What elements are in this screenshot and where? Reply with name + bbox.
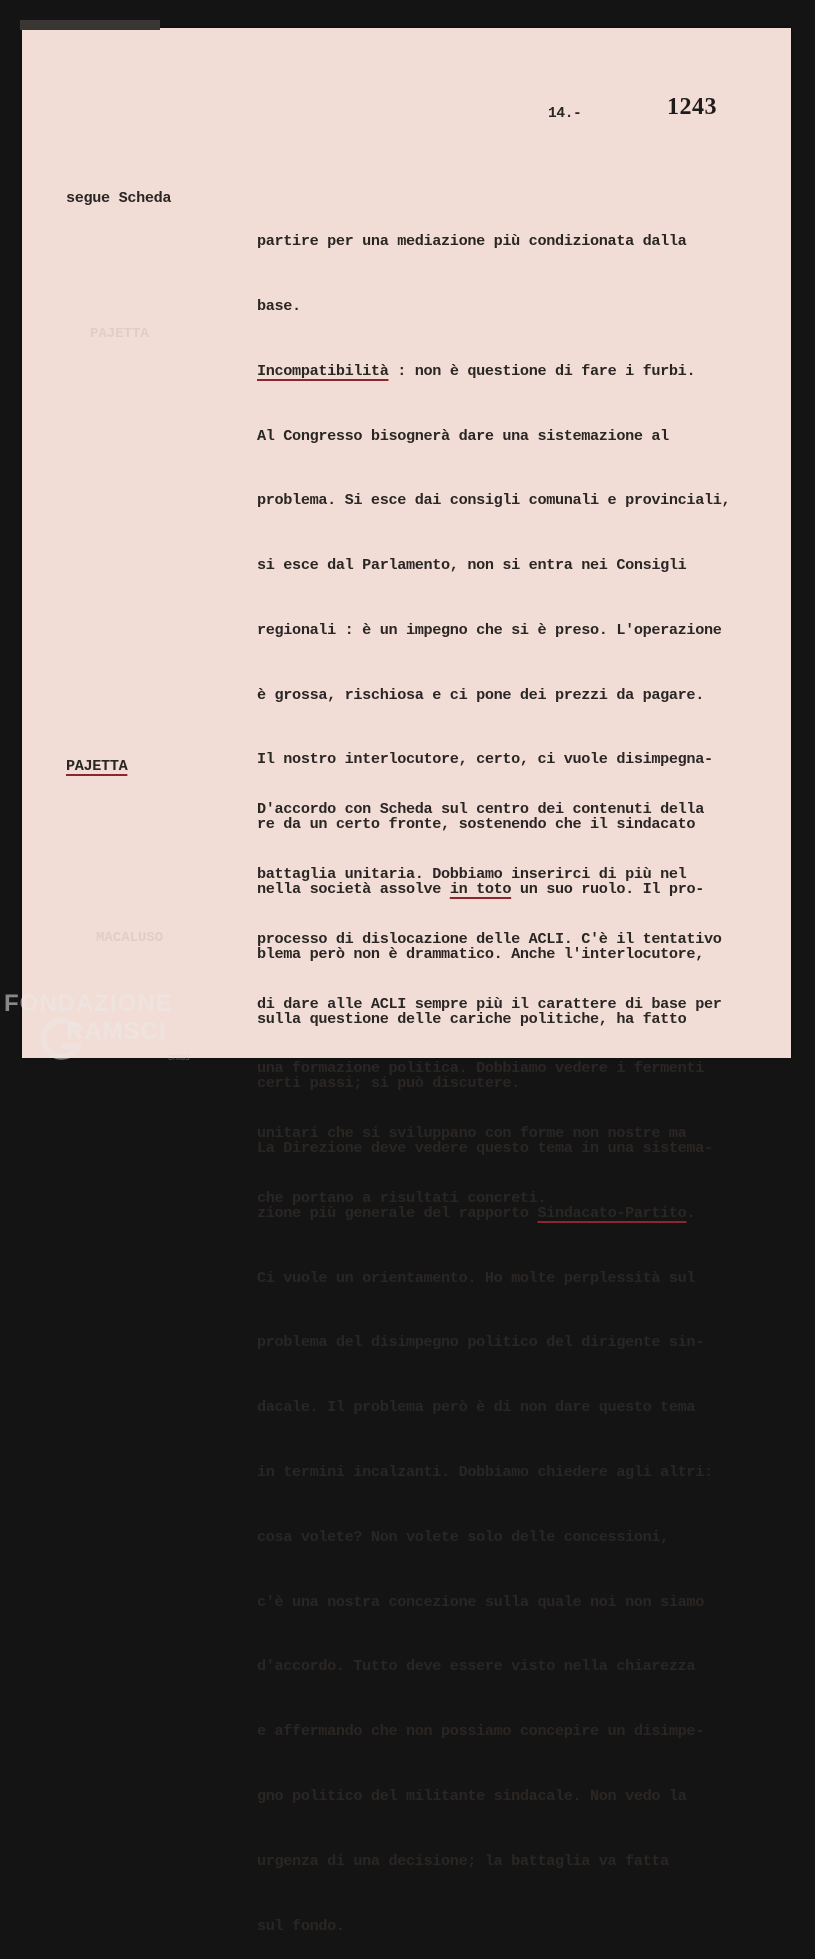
text-line: sulla questione delle cariche politiche, ha fatto [257, 1009, 687, 1028]
text-line: urgenza di una decisione; la battaglia va fatta [257, 1851, 669, 1870]
text-line: partire per una mediazione più condizionata dalla [257, 232, 687, 251]
bleed-through-text: PAJETTA [90, 326, 149, 342]
watermark-line2: RAMSCI [66, 1018, 167, 1045]
watermark-sub: onlus [168, 1052, 190, 1062]
stamp-number: 1243 [667, 94, 717, 120]
text-line: è grossa, rischiosa e ci pone dei prezzi da pagare. [257, 685, 704, 704]
text-line: che portano a risultati concreti. [257, 1188, 547, 1207]
text-line: Al Congresso bisognerà dare una sistemazione al [257, 426, 669, 445]
line-rest: . [686, 1203, 696, 1222]
text-line: e affermando che non possiamo concepire un disimpe- [257, 1722, 704, 1741]
text-line [257, 361, 730, 383]
text-line: battaglia unitaria. Dobbiamo inserirci di più nel [257, 864, 687, 883]
line-rest: : non è questione di fare i furbi. [388, 361, 696, 380]
text-line: La Direzione deve vedere questo tema in una sistema- [257, 1139, 713, 1158]
bleed-through-text: MACALUSO [96, 930, 164, 946]
text-line: re da un certo fronte, sostenendo che il sindacato [257, 815, 696, 834]
underlined-term: Sindacato-Partito [537, 1203, 687, 1222]
text-line: in termini incalzanti. Dobbiamo chiedere agli altri: [257, 1463, 713, 1482]
line-rest: un suo ruolo. Il pro- [511, 880, 704, 898]
text-line: problema del disimpegno politico del dirigente sin- [257, 1333, 704, 1352]
text-line: blema però non è drammatico. Anche l'interlocutore, [257, 944, 704, 963]
binding-strip [20, 20, 160, 30]
text-line: si esce dal Parlamento, non si entra nei Consigli [257, 556, 687, 575]
text-line: certi passi; si può discutere. [257, 1074, 520, 1093]
text-line: Ci vuole un orientamento. Ho molte perplessità sul [257, 1268, 696, 1287]
text-line: base. [257, 296, 301, 315]
page-number: 14.- [548, 106, 582, 122]
text-line: dacale. Il problema però è di non dare questo tema [257, 1398, 696, 1417]
watermark-line1: FONDAZIONE [4, 990, 173, 1017]
text-line: c'è una nostra concezione sulla quale noi non siamo [257, 1592, 704, 1611]
speaker-label-pajetta: PAJETTA [66, 757, 128, 775]
text-line: Il nostro interlocutore, certo, ci vuole disimpegna- [257, 750, 713, 769]
line-pre: zione più generale del rapporto [257, 1203, 538, 1222]
text-line: d'accordo. Tutto deve essere visto nella chiarezza [257, 1657, 696, 1676]
text-line: una formazione politica. Dobbiamo vedere i fermenti [257, 1059, 704, 1078]
text-line: problema. Si esce dai consigli comunali e provinciali, [257, 491, 731, 510]
text-line: processo di dislocazione delle ACLI. C'è il tentativo [257, 929, 722, 948]
text-line: D'accordo con Scheda sul centro dei contenuti della [257, 800, 704, 819]
underlined-term: Incompatibilità [257, 361, 389, 380]
speech-block-pajetta [257, 756, 722, 1231]
text-line: gno politico del militante sindacale. Non vedo la [257, 1786, 687, 1805]
line-pre: nella società assolve [257, 880, 450, 898]
text-line: sul fondo. [257, 1916, 345, 1935]
text-line: di dare alle ACLI sempre più il carattere di base per [257, 994, 722, 1013]
underlined-term: in toto [449, 880, 512, 898]
text-line: cosa volete? Non volete solo delle concessioni, [257, 1527, 669, 1546]
text-line: regionali : è un impegno che si è preso. L'operazione [257, 620, 722, 639]
archive-watermark [4, 990, 173, 1046]
speaker-label-scheda: segue Scheda [66, 189, 172, 207]
text-line: unitari che si sviluppano con forme non nostre ma [257, 1124, 687, 1143]
